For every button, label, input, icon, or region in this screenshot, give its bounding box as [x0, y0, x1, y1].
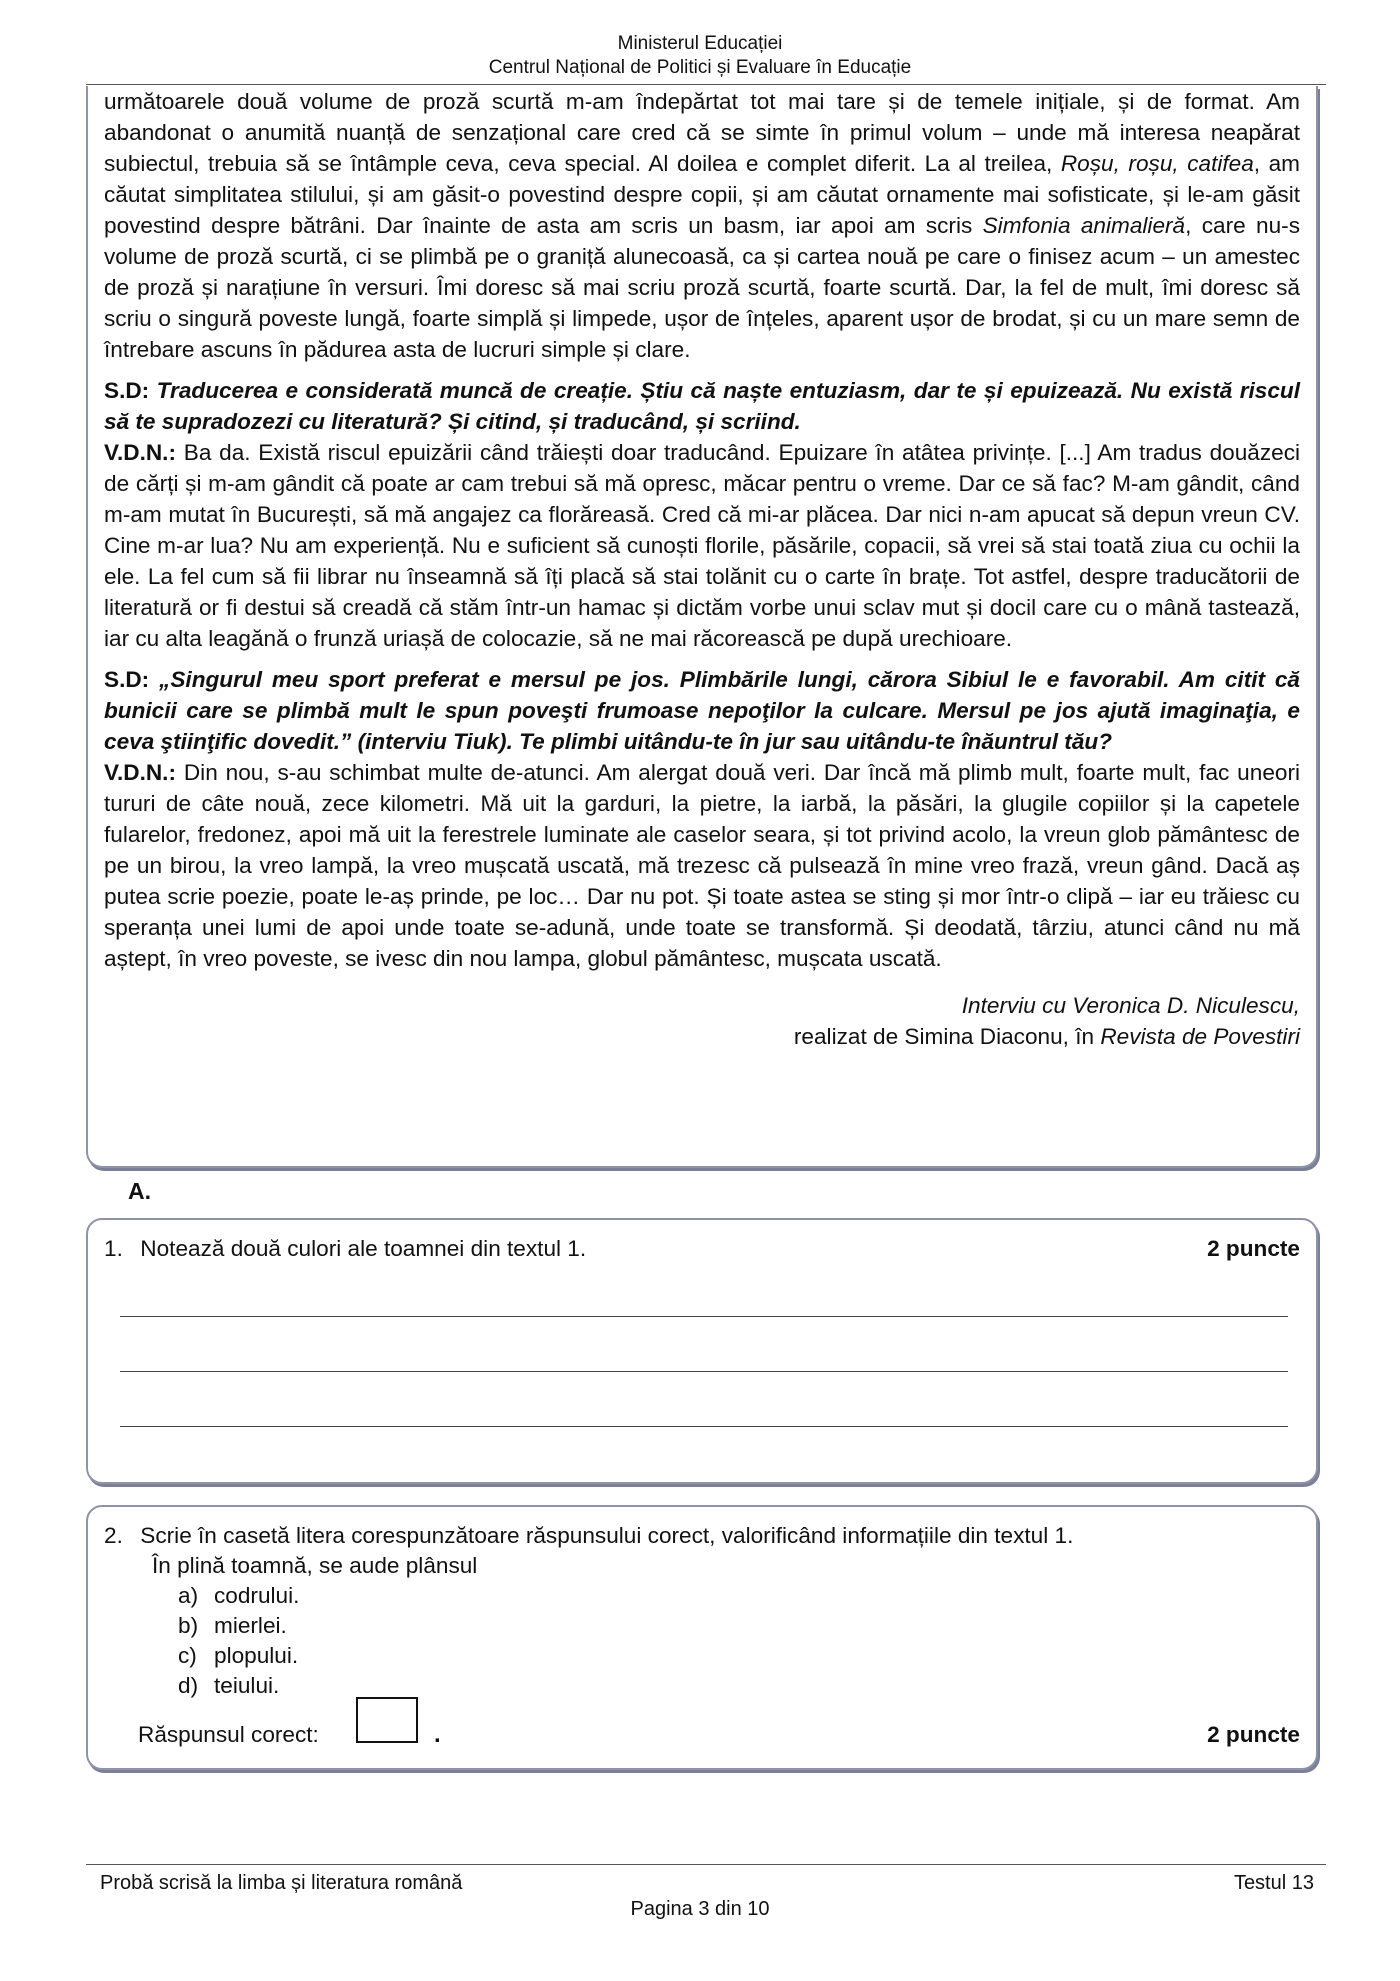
- option-letter: a): [178, 1583, 199, 1608]
- page-number: Pagina 3 din 10: [630, 1898, 770, 1920]
- paragraph-text: , am căutat simplitatea stilului, și am găsit-o povestind despre copii, și am căutat ornamente mai sofisticate, și le-am găsit povestind despre bătrâni. Dar înainte de asta am scris un basm, iar apoi am scris: [104, 151, 1300, 238]
- question-1-row: [104, 1234, 1300, 1264]
- option-text: mierlei.: [214, 1613, 287, 1638]
- option-text: plopului.: [214, 1643, 299, 1668]
- option-c: [178, 1641, 298, 1671]
- question-text: Traducerea e considerată muncă de creație. Știu că naște entuziasm, dar te și epuizează. Nu există riscul să te supradozezi cu literatură? Și citind, și traducând, și scriind.: [104, 378, 1300, 434]
- option-letter: b): [178, 1613, 199, 1638]
- answer-line[interactable]: [120, 1371, 1288, 1372]
- answer-text: Ba da. Există riscul epuizării când trăiești doar traducând. Epuizare în atâtea privințe. [...] Am tradus douăzeci de cărți și m-am gândit că poate ar cam trebui să mă opresc, măcar pentru o vreme. Dar ce să fac? M-am gândit, când m-am mutat în București, să mă angajez ca florăreasă. Cred că mi-ar plăcea. Dar nici n-am apucat să depun vreun CV. Cine m-ar lua? Nu am experiență. Nu e suficient să cunoști florile, păsările, copacii, să vrei să stai toată ziua cu ochii la ele. La fel cum să fii librar nu înseamnă să îți placă să stai tolănit cu o carte în brațe. Tot astfel, despre traducătorii de literatură or fi destui să creadă că stăm într-un hamac și dictăm vorbe unui sclav mut și docil care cu o mână tastează, iar cu alta leagănă o frunză uriașă de colocazie, să ne mai răcorească pe după urechioare.: [104, 440, 1301, 651]
- answer-dot: .: [434, 1721, 441, 1748]
- journal-name: Revista de Povestiri: [1100, 1024, 1300, 1049]
- option-b: [178, 1611, 287, 1641]
- question-stem: În plină toamnă, se aude plânsul: [152, 1553, 478, 1578]
- question-2-row: [104, 1521, 1300, 1551]
- footer-divider: [86, 1864, 1326, 1865]
- option-letter: c): [178, 1643, 197, 1668]
- paragraph-text: următoarele două volume de proză scurtă m-am îndepărtat tot mai tare și de temele inițiale, și de format. Am abandonat o anumită nuanță de senzațional care cred că se simte în primul volum – unde mă interesa neapărat subiectul, trebuia să se întâmple ceva, ceva special. Al doilea e complet diferit. La al treilea,: [104, 89, 1300, 176]
- book-title: Roșu, roșu, catifea: [1060, 151, 1254, 176]
- answer-text: Din nou, s-au schimbat multe de-atunci. Am alergat două veri. Dar încă mă plimb mult, foarte mult, fac uneori tururi de câte nouă, zece kilometri. Mă uit la garduri, la pietre, la iarbă, la păsări, la glugile copiilor și la capetele fularelor, fredonez, apoi mă uit la ferestrele luminate ale caselor seara, și tot privind acolo, la vreun glob pământesc de pe un birou, la vreo lampă, la vreo mușcată uscată, mă trezesc că pulsează în mine vreo frază, vreun gând. Dacă aș putea scrie poezie, poate le-aș prinde, pe loc… Dar nu pot. Și toate astea se sting și mor într-o clipă – iar eu trăiesc cu speranța unei lumi de apoi unde toate se-adună, unde toate se transformă. Și deodată, târziu, atunci când nu mă aștept, în vreo poveste, se ivesc din nou lampa, globul pământesc, mușcata uscată.: [104, 760, 1300, 971]
- points-label: 2 puncte: [1207, 1722, 1300, 1747]
- test-number: Testul 13: [1233, 1872, 1314, 1894]
- paragraph-1: [104, 86, 1300, 365]
- citation-line-2: realizat de Simina Diaconu, în: [793, 1024, 1101, 1049]
- exam-name: Probă scrisă la limba și literatura română: [100, 1872, 463, 1894]
- answer-input-box[interactable]: [356, 1697, 418, 1743]
- interview-text-box: [86, 86, 1318, 1168]
- header-divider: [86, 84, 1326, 85]
- section-label: A.: [128, 1178, 151, 1204]
- speaker-label: S.D:: [104, 667, 150, 692]
- speaker-label: S.D:: [104, 378, 150, 403]
- option-d: [178, 1671, 279, 1701]
- answer-line[interactable]: [120, 1426, 1288, 1427]
- paragraph-text: , care nu-s volume de proză scurtă, ci se plimbă pe o graniță alunecoasă, ca și cartea nouă pe care o finisez acum – un amestec de proză și narațiune în versuri. Îmi doresc să mai scriu proză scurtă, foarte scurtă. Dar, la fel de mult, îmi doresc să scriu o singură poveste lungă, foarte simplă și limpede, ușor de înțeles, aparent ușor de brodat, și cu un mare semn de întrebare ascuns în pădurea asta de lucruri simple și clare.: [104, 213, 1300, 362]
- answer-2: [104, 437, 1300, 654]
- ministry-name: Ministerul Educației: [617, 33, 783, 54]
- points-label: 2 puncte: [1207, 1236, 1300, 1261]
- answer-label: Răspunsul corect:: [138, 1722, 319, 1747]
- option-a: [178, 1581, 299, 1611]
- speaker-label: V.D.N.:: [104, 440, 176, 465]
- option-text: teiului.: [214, 1673, 280, 1698]
- question-text: Scrie în casetă litera corespunzătoare răspunsului corect, valorificând informațiile din textul 1.: [140, 1523, 1074, 1548]
- question-number: 1.: [104, 1236, 123, 1261]
- question-2-box: [86, 1505, 1318, 1770]
- question-2: [104, 375, 1300, 437]
- center-name: Centrul Național de Politici și Evaluare în Educație: [488, 57, 912, 78]
- speaker-label: V.D.N.:: [104, 760, 176, 785]
- source-citation: [104, 990, 1300, 1052]
- question-3: [104, 664, 1300, 757]
- answer-3: [104, 757, 1300, 974]
- page-header: [0, 32, 1400, 80]
- book-title: Simfonia animalieră: [982, 213, 1186, 238]
- question-text: Notează două culori ale toamnei din textul 1.: [140, 1236, 587, 1261]
- question-1-box: [86, 1218, 1318, 1484]
- question-number: 2.: [104, 1523, 123, 1548]
- option-text: codrului.: [214, 1583, 300, 1608]
- answer-line[interactable]: [120, 1316, 1288, 1317]
- citation-line-1: Interviu cu Veronica D. Niculescu,: [961, 993, 1300, 1018]
- option-letter: d): [178, 1673, 199, 1698]
- question-text: „Singurul meu sport preferat e mersul pe jos. Plimbările lungi, cărora Sibiul le e favorabil. Am citit că bunicii care se plimbă mult le spun poveşti frumoase nepoţilor la culcare. Mersul pe jos ajută imaginaţia, e ceva ştiinţific dovedit.” (interviu Tiuk). Te plimbi uitându-te în jur sau uitându-te înăuntrul tău?: [104, 667, 1301, 754]
